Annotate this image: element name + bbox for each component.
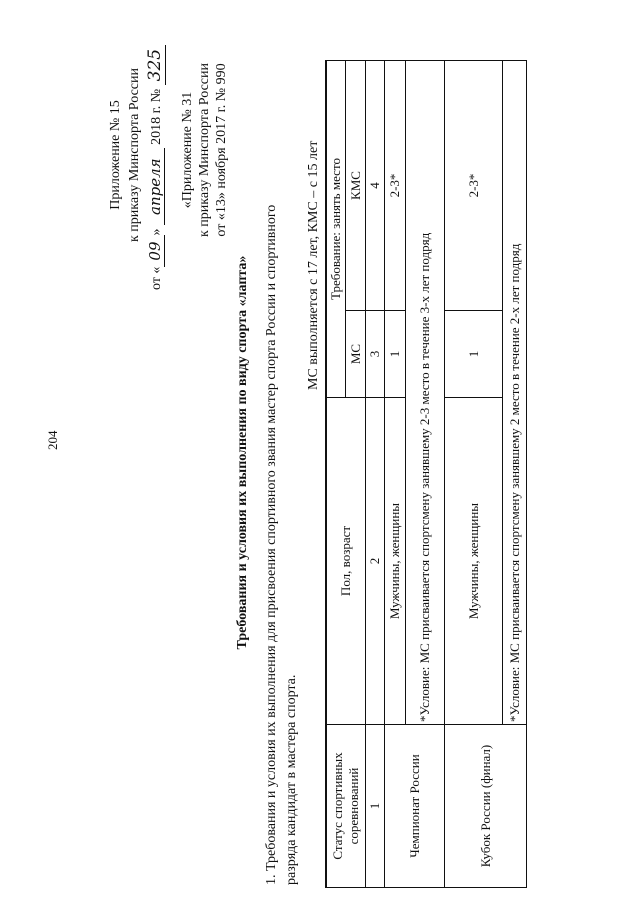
row-condition: *Условие: МС присваивается спортсмену занявшему 2-3 место в течение 3-х лет подряд bbox=[406, 60, 445, 724]
order-number: 325 bbox=[145, 45, 166, 85]
number-row bbox=[366, 60, 385, 887]
intro-line2: разряда кандидат в мастера спорта. bbox=[284, 674, 299, 885]
requirements-table bbox=[325, 60, 527, 888]
header-gender: Пол, возраст bbox=[326, 398, 366, 725]
attachment-line2: к приказу Минспорта России bbox=[127, 68, 142, 242]
header-status: Статус спортивных соревнований bbox=[326, 725, 366, 888]
num-1: 1 bbox=[366, 725, 385, 888]
row-kms: 2-3* bbox=[445, 60, 503, 310]
table-row bbox=[385, 60, 406, 887]
attachment-date-line bbox=[145, 45, 165, 290]
date-mid: » bbox=[149, 228, 164, 236]
page-number: 204 bbox=[45, 430, 60, 450]
row-status: Чемпионат России bbox=[385, 725, 445, 888]
date-prefix: от « bbox=[149, 266, 164, 290]
age-note: МС выполняется с 17 лет, КМС – с 15 лет bbox=[306, 140, 321, 390]
header-requirement: Требование: занять место bbox=[326, 60, 346, 397]
date-year: 2018 г. № bbox=[149, 88, 164, 145]
previous-line1: «Приложение № 31 bbox=[180, 91, 195, 209]
intro-text bbox=[262, 15, 302, 885]
row-condition: *Условие: МС присваивается спортсмену занявшему 2 место в течение 2-х лет подряд bbox=[503, 60, 527, 724]
num-2: 2 bbox=[366, 398, 385, 725]
date-day: 09 bbox=[146, 235, 165, 266]
num-3: 3 bbox=[366, 311, 385, 398]
header-row bbox=[326, 60, 346, 887]
num-4: 4 bbox=[366, 60, 385, 310]
previous-line2: к приказу Минспорта России bbox=[197, 63, 212, 237]
row-kms: 2-3* bbox=[385, 60, 406, 310]
table-row bbox=[445, 60, 503, 887]
document-title: Требования и условия их выполнения по виду спорта «лапта» bbox=[235, 255, 250, 650]
row-ms: 1 bbox=[445, 311, 503, 398]
attachment-line1: Приложение № 15 bbox=[108, 100, 123, 210]
header-ms: МС bbox=[346, 311, 366, 398]
row-gender: Мужчины, женщины bbox=[385, 398, 406, 725]
previous-line3: от «13» ноября 2017 г. № 990 bbox=[214, 63, 229, 237]
row-gender: Мужчины, женщины bbox=[445, 398, 503, 725]
date-month: апреля bbox=[146, 148, 165, 225]
row-ms: 1 bbox=[385, 311, 406, 398]
intro-line1: 1. Требования и условия их выполнения для присвоения спортивного звания мастер спорта России и спортивного bbox=[264, 204, 279, 885]
header-kms: КМС bbox=[346, 60, 366, 310]
row-status: Кубок России (финал) bbox=[445, 725, 527, 888]
